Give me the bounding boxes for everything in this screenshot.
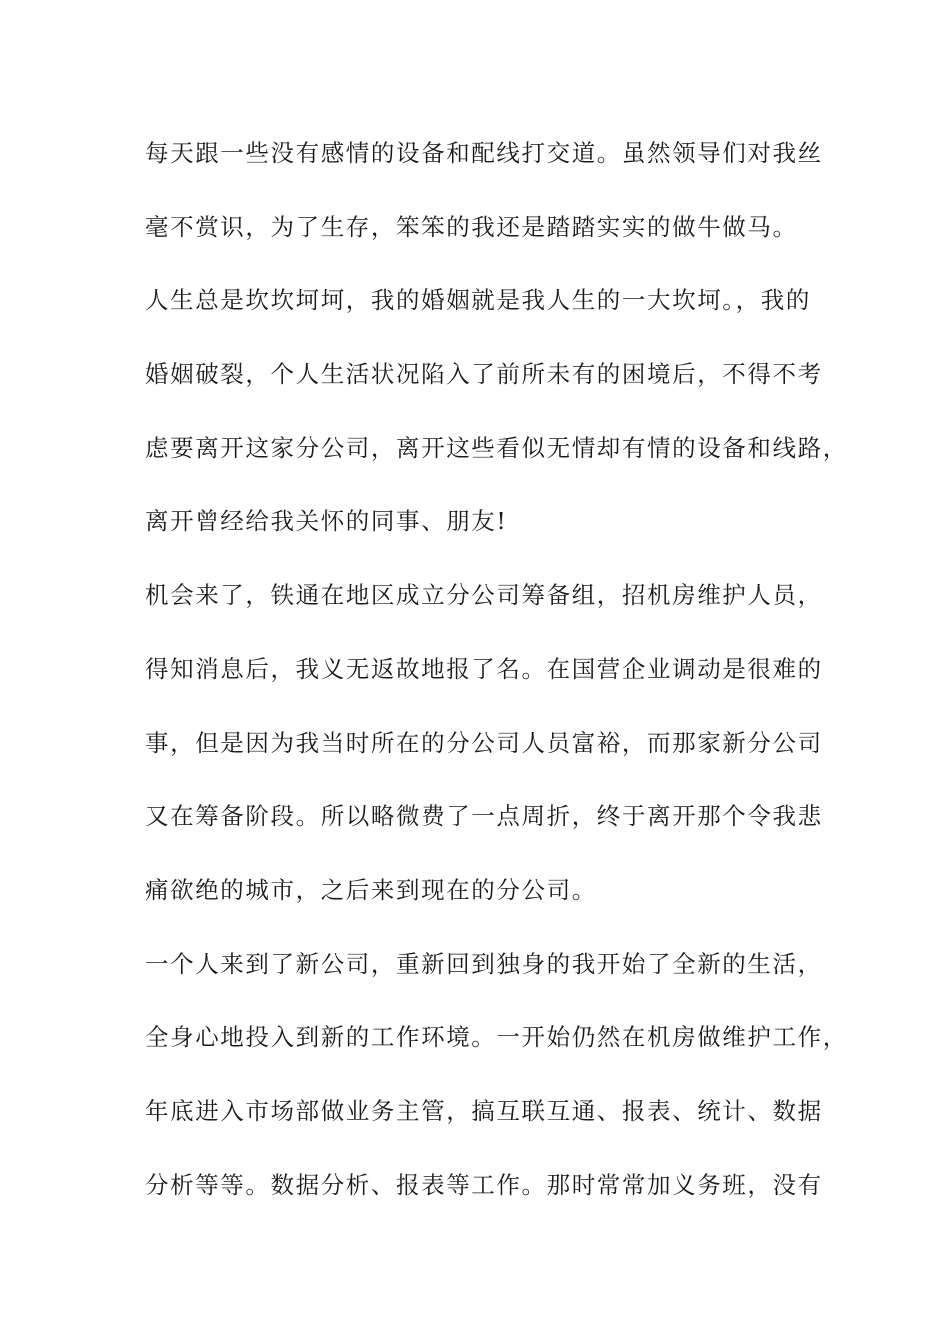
text-line: 每天跟一些没有感情的设备和配线打交道。虽然领导们对我丝	[145, 139, 823, 167]
text-line: 机会来了，铁通在地区成立分公司筹备组，招机房维护人员，	[145, 581, 823, 610]
text-line: 痛欲绝的城市，之后来到现在的分公司。	[145, 875, 597, 904]
document-body	[145, 133, 848, 1238]
text-line: 又在筹备阶段。所以略微费了一点周折，终于离开那个令我悲	[145, 802, 823, 831]
text-line: 毫不赏识，为了生存，笨笨的我还是踏踏实实的做牛做马。	[145, 212, 798, 241]
text-line: 年底进入市场部做业务主管，搞互联互通、报表、统计、数据	[145, 1096, 823, 1125]
text-line: 虑要离开这家分公司，离开这些看似无情却有情的设备和线路，	[145, 433, 848, 462]
text-line: 人生总是坎坎坷坷，我的婚姻就是我人生的一大坎坷。，我的	[145, 286, 811, 315]
text-line: 婚姻破裂，个人生活状况陷入了前所未有的困境后，不得不考	[145, 360, 823, 389]
text-line: 离开曾经给我关怀的同事、朋友!	[145, 507, 508, 536]
text-line: 一个人来到了新公司，重新回到独身的我开始了全新的生活，	[145, 949, 823, 978]
text-line: 得知消息后，我义无返故地报了名。在国营企业调动是很难的	[145, 654, 823, 683]
text-line: 全身心地投入到新的工作环境。一开始仍然在机房做维护工作，	[145, 1023, 848, 1052]
text-line: 分析等等。数据分析、报表等工作。那时常常加义务班，没有	[145, 1170, 823, 1199]
text-line: 事，但是因为我当时所在的分公司人员富裕，而那家新分公司	[145, 728, 823, 757]
